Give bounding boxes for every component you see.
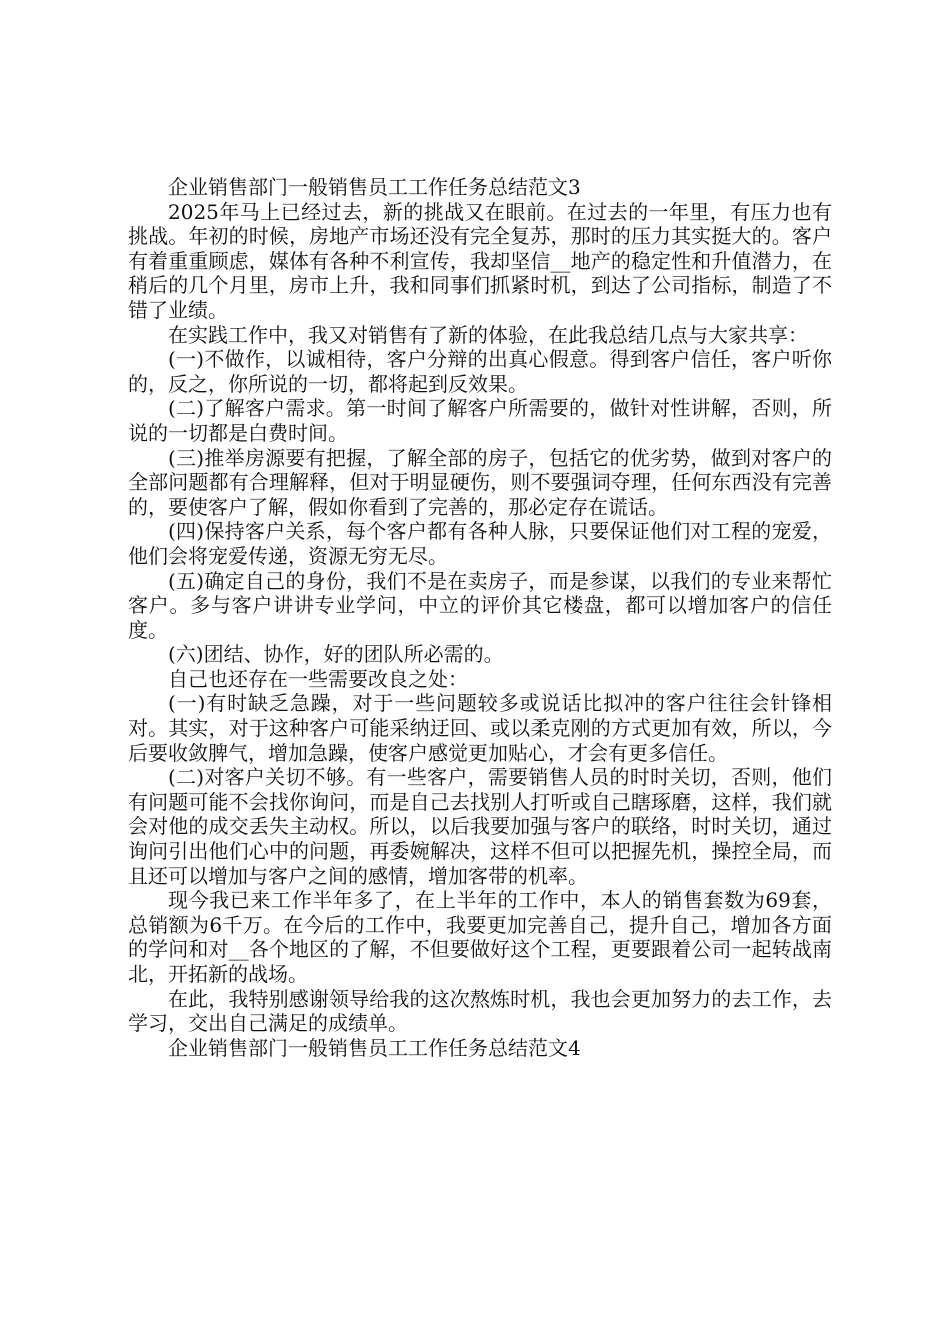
paragraph: 在此，我特别感谢领导给我的这次熬炼时机，我也会更加努力的去工作，去学习，交出自己满足的成绩单。 bbox=[128, 986, 832, 1036]
list-item: (三)推举房源要有把握，了解全部的房子，包括它的优劣势，做到对客户的全部问题都有合理解释，但对于明显硬伤，则不要强词夺理，任何东西没有完善的，要使客户了解，假如你看到了完善的，那必定存在谎话。 bbox=[128, 445, 832, 519]
paragraph: 现今我已来工作半年多了，在上半年的工作中，本人的销售套数为69套，总销额为6千万。在今后的工作中，我要更加完善自己，提升自己，增加各方面的学问和对__各个地区的了解，不但要做好这个工程，更要跟着公司一起转战南北，开拓新的战场。 bbox=[128, 888, 832, 986]
paragraph: 在实践工作中，我又对销售有了新的体验，在此我总结几点与大家共享： bbox=[168, 322, 808, 347]
list-item: (二)了解客户需求。第一时间了解客户所需要的，做针对性讲解，否则，所说的一切都是白费时间。 bbox=[128, 396, 832, 445]
list-item: (五)确定自己的身份，我们不是在卖房子，而是参谋，以我们的专业来帮忙客户。多与客户讲讲专业学问，中立的评价其它楼盘，都可以增加客户的信任度。 bbox=[128, 568, 832, 642]
document-body bbox=[128, 175, 832, 1060]
list-item: (一)不做作，以诚相待，客户分辩的出真心假意。得到客户信任，客户听你的，反之，你所说的一切，都将起到反效果。 bbox=[128, 347, 832, 396]
list-item: (四)保持客户关系，每个客户都有各种人脉，只要保证他们对工程的宠爱，他们会将宠爱传递，资源无穷无尽。 bbox=[128, 519, 832, 568]
section-heading: 企业销售部门一般销售员工工作任务总结范文3 bbox=[168, 175, 581, 199]
list-item: (一)有时缺乏急躁，对于一些问题较多或说话比拟冲的客户往往会针锋相对。其实，对于这种客户可能采纳迂回、或以柔克刚的方式更加有效，所以，今后要收敛脾气，增加急躁，使客户感觉更加贴心，才会有更多信任。 bbox=[128, 691, 832, 765]
paragraph: 2025年马上已经过去，新的挑战又在眼前。在过去的一年里，有压力也有挑战。年初的时候，房地产市场还没有完全复苏，那时的压力其实挺大的。客户有着重重顾虑，媒体有各种不利宣传，我却坚信__地产的稳定性和升值潜力，在稍后的几个月里，房市上升，我和同事们抓紧时机，到达了公司指标，制造了不错了业绩。 bbox=[128, 199, 832, 322]
list-item: (二)对客户关切不够。有一些客户，需要销售人员的时时关切，否则，他们有问题可能不会找你询问，而是自己去找别人打听或自己瞎琢磨，这样，我们就会对他的成交丢失主动权。所以，以后我要加强与客户的联络，时时关切，通过询问引出他们心中的问题，再委婉解决，这样不但可以把握先机，操控全局，而且还可以增加与客户之间的感情，增加客带的机率。 bbox=[128, 765, 832, 888]
list-item: (六)团结、协作，好的团队所必需的。 bbox=[168, 642, 504, 667]
paragraph: 自己也还存在一些需要改良之处： bbox=[168, 666, 468, 691]
section-heading: 企业销售部门一般销售员工工作任务总结范文4 bbox=[168, 1035, 581, 1060]
